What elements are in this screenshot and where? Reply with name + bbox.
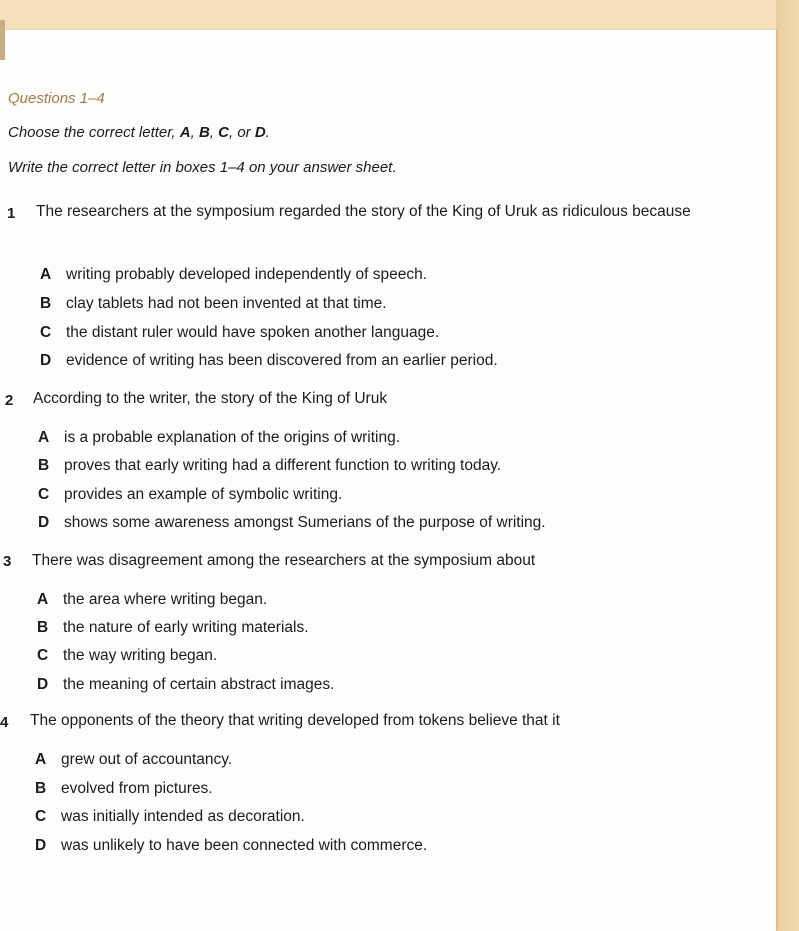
option-a: A grew out of accountancy.	[35, 751, 233, 768]
section-heading: Questions 1–4	[8, 90, 105, 107]
option-a: A writing probably developed independently of speech.	[40, 266, 428, 283]
option-c: C the distant ruler would have spoken another language.	[40, 324, 440, 341]
option-d: D the meaning of certain abstract images.	[37, 676, 335, 693]
option-c: C was initially intended as decoration.	[35, 808, 305, 825]
page-edge-shadow	[0, 20, 5, 60]
instruction-choose-letter: Choose the correct letter, A, B, C, or D.	[8, 124, 270, 141]
option-a: A is a probable explanation of the origins of writing.	[38, 429, 401, 446]
option-b: B the nature of early writing materials.	[37, 619, 309, 636]
option-d: D shows some awareness amongst Sumerians of the purpose of writing.	[38, 514, 546, 531]
question-number: 4	[0, 714, 9, 731]
option-a: A the area where writing began.	[37, 591, 268, 608]
option-b: B evolved from pictures.	[35, 780, 213, 797]
option-d: D was unlikely to have been connected with commerce.	[35, 837, 428, 854]
question-text: The researchers at the symposium regarded the story of the King of Uruk as ridiculous because	[36, 203, 691, 220]
instruction-answer-sheet: Write the correct letter in boxes 1–4 on your answer sheet.	[8, 159, 397, 176]
option-c: C the way writing began.	[37, 647, 218, 664]
question-number: 2	[5, 392, 14, 409]
background-top-strip	[0, 0, 799, 30]
question-number: 1	[7, 205, 16, 222]
option-b: B proves that early writing had a different function to writing today.	[38, 457, 502, 474]
option-c: C provides an example of symbolic writing.	[38, 486, 343, 503]
question-number: 3	[3, 553, 12, 570]
option-d: D evidence of writing has been discovered from an earlier period.	[40, 352, 498, 369]
question-text: According to the writer, the story of the King of Uruk	[33, 390, 388, 407]
question-text: The opponents of the theory that writing developed from tokens believe that it	[30, 712, 560, 729]
option-b: B clay tablets had not been invented at that time.	[40, 295, 387, 312]
background-right-strip	[776, 0, 799, 931]
question-text: There was disagreement among the researchers at the symposium about	[32, 552, 536, 569]
